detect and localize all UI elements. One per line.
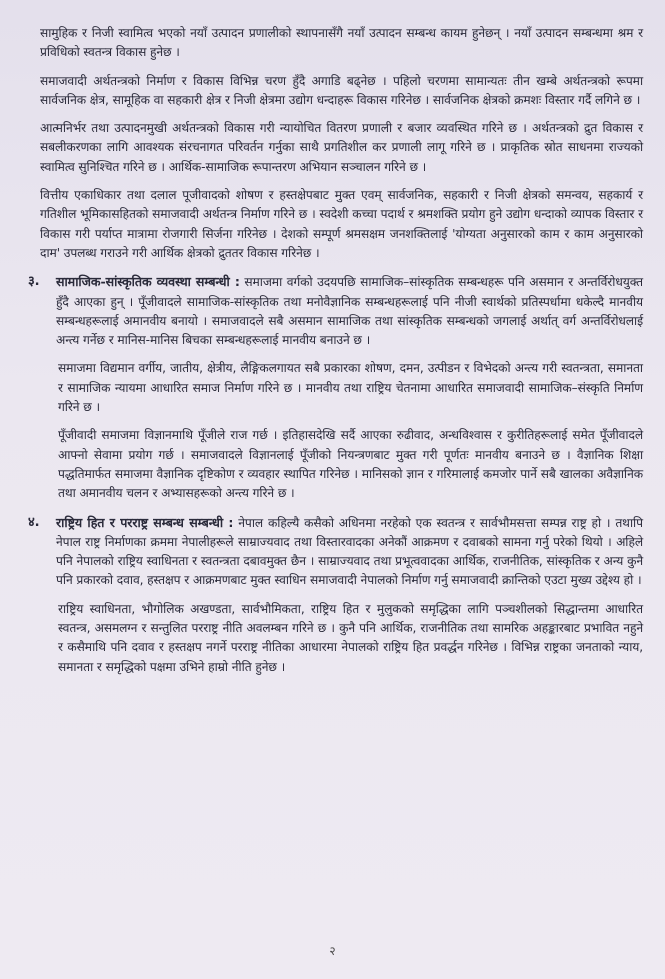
paragraph-financial-monopoly: वित्तीय एकाधिकार तथा दलाल पूजीवादको शोषण र हस्तक्षेपबाट मुक्त एवम् सार्वजनिक, सहकारी र निजी क्षेत्रको समन्वय, सहकार्य र गतिशील भूमिकासहितको समाजवादी अर्थतन्त्र निर्माण गरिने छ । स्वदेशी कच्चा पदार्थ र श्रमशक्ति प्रयोग हुने उद्योग धन्दाको व्यापक विस्तार र विकास गरी पर्याप्त मात्रामा रोजगारी सिर्जना गरिनेछ । देशको सम्पूर्ण श्रमसक्षम जनशक्तिलाई 'योग्यता अनुसारको काम र काम अनुसारको दाम' उपलब्ध गराउने गरी आर्थिक क्षेत्रको द्रुततर विकास गरिनेछ ।: [40, 188, 643, 260]
section-3-paragraph-3: पूँजीवादी समाजमा विज्ञानमाथि पूँजीले राज गर्छ । इतिहासदेखि सर्दै आएका रुढीवाद, अन्धविश्वास र कुरीतिहरूलाई समेत पूँजीवादले आफ्नो सेवामा प्रयोग गर्छ । समाजवादले विज्ञानलाई पूँजीको नियन्त्रणबाट मुक्त गरी पूर्णतः मानवीय बनाउने छ । वैज्ञानिक शिक्षा पद्धतिमार्फत समाजमा वैज्ञानिक दृष्टिकोण र व्यवहार स्थापित गरिनेछ । मानिसको ज्ञान र गरिमालाई कमजोर पार्ने सबै खालका अवैज्ञानिक तथा अमानवीय चलन र अभ्यासहरूको अन्त्य गरिने छ ।: [58, 428, 643, 501]
page-number: २: [329, 944, 336, 958]
paragraph-self-reliant-economy: आत्मनिर्भर तथा उत्पादनमुखी अर्थतन्त्रको विकास गरी न्यायोचित वितरण प्रणाली र बजार व्यवस्थित गरिने छ । अर्थतन्त्रको द्रुत विकास र सबलीकरणका लागि आवश्यक संरचनागत परिवर्तन गर्नुका साथै प्रगतिशील कर प्रणाली लागू गरिने छ । प्राकृतिक स्रोत साधनमा राज्यको स्वामित्व सुनिश्चित गरिने छ । आर्थिक-सामाजिक रूपान्तरण अभियान सञ्चालन गरिने छ ।: [40, 121, 643, 174]
section-4-text: नेपाल कहिल्यै कसैको अधिनमा नरहेको एक स्वतन्त्र र सार्वभौमसत्ता सम्पन्न राष्ट्र हो । तथापि नेपाल राष्ट्र निर्माणका क्रममा नेपालीहरूले साम्राज्यवाद तथा विस्तारवादका अनेकौं आक्रमण र दवाबको सामना गर्नु परेको थियो । अहिले पनि नेपालको राष्ट्रिय स्वाधिनता र स्वतन्त्रता दबावमुक्त छैन । साम्राज्यवाद तथा प्रभूत्ववादका आर्थिक, राजनीतिक, सांस्कृतिक र अन्य कुनै पनि प्रकारको दवाव, हस्तक्षप र आक्रमणबाट मुक्त स्वाधिन समाजवादी नेपालको निर्माण गर्नु समाजवादी क्रान्तिको एउटा मुख्य उद्देश्य हो ।: [56, 515, 643, 588]
paragraph-production-relations: सामुहिक र निजी स्वामित्व भएको नयाँ उत्पादन प्रणालीको स्थापनासँगै नयाँ उत्पादन सम्बन्ध कायम हुनेछन् । नयाँ उत्पादन सम्बन्धमा श्रम र प्रविधिको स्वतन्त्र विकास हुनेछ ।: [40, 26, 644, 60]
section-3-heading: सामाजिक-सांस्कृतिक व्यवस्था सम्बन्धी :: [56, 274, 240, 290]
section-4-paragraph-2: राष्ट्रिय स्वाधिनता, भौगोलिक अखण्डता, सार्वभौमिकता, राष्ट्रिय हित र मुलुकको समृद्धिका लागि पञ्चशीलको सिद्धान्तमा आधारित स्वतन्त्र, असमलग्न र सन्तुलित परराष्ट्र नीति अवलम्बन गरिने छ । कुनै पनि आर्थिक, राजनीतिक तथा सामरिक अहङ्कारबाट प्रभावित नहुने र कसैमाथि पनि दवाव र हस्तक्षप नगर्ने परराष्ट्र नीतिका आधारमा नेपालको राष्ट्रिय हित प्रवर्द्धन गरिनेछ । विभिन्न राष्ट्रका जनताको न्याय, समानता र समृद्धिको पक्षमा उभिने हाम्रो नीति हुनेछ ।: [58, 601, 643, 674]
section-3-number: ३.: [28, 274, 40, 290]
section-4-heading: राष्ट्रिय हित र परराष्ट्र सम्बन्ध सम्बन्धी :: [56, 514, 234, 530]
section-3-text: समाजमा वर्गको उदयपछि सामाजिक–सांस्कृतिक सम्बन्धहरू पनि असमान र अन्तर्विरोधयुक्त हुँदै आएका हुन् । पूँजीवादले सामाजिक-सांस्कृतिक तथा मनोवैज्ञानिक सम्बन्धहरूलाई पनि नीजी स्वार्थको प्रतिस्पर्धामा धकेल्दै मानवीय सम्बन्धहरूलाई अमानवीय बनायो । समाजवादले सबै असमान सामाजिक तथा सांस्कृतिक सम्बन्धको जगलाई अर्थात् वर्ग अन्तर्विरोधलाई अन्त्य गर्नेछ र मानिस-मानिस बिचका सम्बन्धहरूलाई मानवीय बनाउने छ ।: [56, 275, 643, 348]
section-3-paragraph: [28, 272, 643, 350]
section-4-paragraph: [28, 513, 643, 591]
section-4-number: ४.: [28, 514, 40, 530]
paragraph-socialist-economy-stages: समाजवादी अर्थतन्त्रको निर्माण र विकास विभिन्न चरण हुँदै अगाडि बढ्नेछ । पहिलो चरणमा सामान्यतः तीन खम्बे अर्थतन्त्रको रूपमा सार्वजनिक क्षेत्र, सामूहिक वा सहकारी क्षेत्र र निजी क्षेत्रमा उद्योग धन्दाहरू विकास गरिनेछ । सार्वजनिक क्षेत्रको क्रमशः विस्तार गर्दै लगिने छ ।: [40, 73, 643, 107]
section-3-paragraph-2: समाजमा विद्यमान वर्गीय, जातीय, क्षेत्रीय, लैङ्गिकलगायत सबै प्रकारका शोषण, दमन, उत्पीडन र विभेदको अन्त्य गरी स्वतन्त्रता, समानता र सामाजिक न्यायमा आधारित समाज निर्माण गरिने छ । मानवीय तथा राष्ट्रिय चेतनामा आधारित समाजवादी सामाजिक–संस्कृति निर्माण गरिने छ ।: [58, 361, 643, 415]
